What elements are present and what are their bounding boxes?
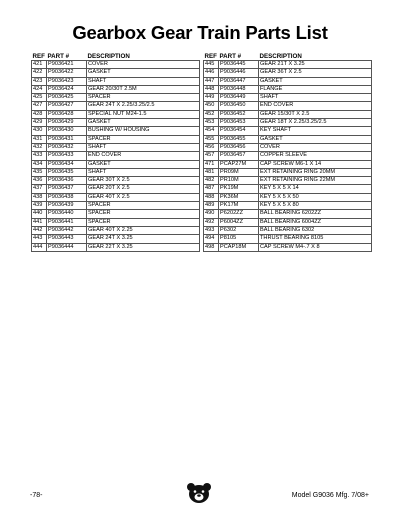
ref-cell: 442 (32, 226, 47, 234)
table-row (204, 193, 372, 201)
description-cell: GEAR 15/30T X 2.5 (259, 110, 372, 118)
table-row (204, 152, 372, 160)
part-number-cell: PCAP27M (219, 160, 259, 168)
table-header-row (204, 52, 372, 61)
table-row (204, 143, 372, 151)
description-cell: SHAFT (87, 143, 200, 151)
table-row (32, 202, 200, 210)
part-number-cell: PK36M (219, 193, 259, 201)
part-number-cell: P6004ZZ (219, 218, 259, 226)
table-row (32, 193, 200, 201)
part-number-cell: PR10M (219, 177, 259, 185)
description-cell: SPECIAL NUT M24-1.5 (87, 110, 200, 118)
part-number-cell: P9036446 (219, 69, 259, 77)
table-row (32, 185, 200, 193)
description-cell: GEAR 21T X 3.25 (259, 61, 372, 69)
description-cell: GEAR 24T X 2.25/3.25/2.5 (87, 102, 200, 110)
part-number-cell: P9036423 (47, 77, 87, 85)
ref-cell: 448 (204, 85, 219, 93)
ref-cell: 482 (204, 177, 219, 185)
part-number-cell: P9036456 (219, 143, 259, 151)
ref-cell: 425 (32, 94, 47, 102)
description-cell: SPACER (87, 94, 200, 102)
table-row (204, 235, 372, 243)
ref-cell: 440 (32, 210, 47, 218)
part-number-cell: P9036429 (47, 119, 87, 127)
table-row (204, 168, 372, 176)
ref-cell: 443 (32, 235, 47, 243)
ref-cell: 427 (32, 102, 47, 110)
part-number-cell: P9036434 (47, 160, 87, 168)
part-number-cell: P9036425 (47, 94, 87, 102)
part-number-cell: P9036448 (219, 85, 259, 93)
part-number-cell: P9036427 (47, 102, 87, 110)
table-row (204, 135, 372, 143)
description-header: DESCRIPTION (259, 52, 302, 60)
ref-cell: 471 (204, 160, 219, 168)
description-cell: END COVER (259, 102, 372, 110)
table-row (204, 177, 372, 185)
description-cell: COPPER SLEEVE (259, 152, 372, 160)
ref-cell: 454 (204, 127, 219, 135)
table-row (32, 235, 200, 243)
ref-cell: 498 (204, 243, 219, 251)
part-number-cell: P9036432 (47, 143, 87, 151)
part-number-cell: P9036457 (219, 152, 259, 160)
ref-cell: 423 (32, 77, 47, 85)
table-row (204, 94, 372, 102)
description-cell: BUSHING W/ HOUSING (87, 127, 200, 135)
model-info: Model G9036 Mfg. 7/08+ (291, 492, 369, 499)
description-cell: KEY 5 X 5 X 80 (259, 202, 372, 210)
part-number-cell: P9036445 (219, 61, 259, 69)
ref-cell: 437 (32, 185, 47, 193)
ref-cell: 431 (32, 135, 47, 143)
description-cell: THRUST BEARING 8105 (259, 235, 372, 243)
description-cell: SHAFT (259, 94, 372, 102)
ref-cell: 428 (32, 110, 47, 118)
table-row (32, 152, 200, 160)
part-number-cell: P9036439 (47, 202, 87, 210)
description-cell: CAP SCREW M4-.7 X 8 (259, 243, 372, 251)
part-number-cell: P9036431 (47, 135, 87, 143)
part-number-cell: PCAP18M (219, 243, 259, 251)
part-number-cell: P9036435 (47, 168, 87, 176)
table-row (32, 160, 200, 168)
part-number-cell: P8105 (219, 235, 259, 243)
description-cell: EXT RETAINING RING 22MM (259, 177, 372, 185)
table-row (32, 127, 200, 135)
description-cell: SHAFT (87, 77, 200, 85)
description-cell: GEAR 20/30T 2.5M (87, 85, 200, 93)
ref-cell: 438 (32, 193, 47, 201)
description-cell: COVER (87, 61, 200, 69)
part-number-cell: P9036452 (219, 110, 259, 118)
ref-cell: 444 (32, 243, 47, 251)
ref-cell: 453 (204, 119, 219, 127)
description-cell: GEAR 40T X 2.25 (87, 226, 200, 234)
ref-cell: 490 (204, 210, 219, 218)
part-number-cell: P9036421 (47, 61, 87, 69)
description-cell: EXT RETAINING RING 20MM (259, 168, 372, 176)
table-row (32, 119, 200, 127)
ref-header: REF (32, 52, 45, 60)
part-number-cell: P9036438 (47, 193, 87, 201)
ref-cell: 429 (32, 119, 47, 127)
description-cell: GEAR 18T X 2.25/3.25/2.5 (259, 119, 372, 127)
table-row (204, 218, 372, 226)
table-row (32, 177, 200, 185)
table-row (204, 210, 372, 218)
ref-cell: 421 (32, 61, 47, 69)
part-number-cell: P9036430 (47, 127, 87, 135)
table-row (204, 185, 372, 193)
table-row (32, 210, 200, 218)
description-cell: KEY SHAFT (259, 127, 372, 135)
page-number: -78- (30, 492, 43, 499)
table-row (204, 226, 372, 234)
description-cell: KEY 5 X 5 X 50 (259, 193, 372, 201)
table-row (204, 61, 372, 69)
table-row (204, 110, 372, 118)
part-header: PART # (47, 52, 70, 60)
description-cell: BALL BEARING 6004ZZ (259, 218, 372, 226)
table-row (204, 243, 372, 251)
description-cell: GEAR 22T X 3.25 (87, 243, 200, 251)
part-number-cell: PK17M (219, 202, 259, 210)
ref-cell: 447 (204, 77, 219, 85)
description-cell: GASKET (87, 160, 200, 168)
description-cell: CAP SCREW M6-1 X 14 (259, 160, 372, 168)
parts-table-left (31, 52, 200, 252)
description-cell: GEAR 30T X 2.5 (87, 177, 200, 185)
ref-cell: 446 (204, 69, 219, 77)
description-cell: GEAR 36T X 2.5 (259, 69, 372, 77)
ref-cell: 457 (204, 152, 219, 160)
part-number-cell: P9036436 (47, 177, 87, 185)
part-number-cell: P6302 (219, 226, 259, 234)
table-row (204, 77, 372, 85)
part-number-cell: P6202ZZ (219, 210, 259, 218)
description-cell: GEAR 24T X 3.25 (87, 235, 200, 243)
table-row (204, 119, 372, 127)
description-cell: GASKET (87, 69, 200, 77)
ref-cell: 494 (204, 235, 219, 243)
description-cell: GEAR 40T X 2.5 (87, 193, 200, 201)
description-cell: COVER (259, 143, 372, 151)
table-row (32, 61, 200, 69)
ref-cell: 492 (204, 218, 219, 226)
description-cell: SPACER (87, 210, 200, 218)
part-number-cell: P9036437 (47, 185, 87, 193)
ref-cell: 487 (204, 185, 219, 193)
part-number-cell: P9036422 (47, 69, 87, 77)
part-header: PART # (219, 52, 242, 60)
ref-cell: 481 (204, 168, 219, 176)
table-row (32, 243, 200, 251)
ref-cell: 430 (32, 127, 47, 135)
ref-cell: 493 (204, 226, 219, 234)
part-number-cell: P9036428 (47, 110, 87, 118)
bear-head-icon (186, 482, 212, 504)
description-cell: SPACER (87, 218, 200, 226)
ref-cell: 456 (204, 143, 219, 151)
table-row (204, 69, 372, 77)
table-row (204, 85, 372, 93)
ref-header: REF (204, 52, 217, 60)
ref-cell: 449 (204, 94, 219, 102)
ref-cell: 452 (204, 110, 219, 118)
description-cell: SPACER (87, 135, 200, 143)
ref-cell: 436 (32, 177, 47, 185)
part-number-cell: P9036440 (47, 210, 87, 218)
description-cell: GASKET (87, 119, 200, 127)
table-row (32, 77, 200, 85)
ref-cell: 433 (32, 152, 47, 160)
table-row (204, 160, 372, 168)
description-cell: FLANGE (259, 85, 372, 93)
part-number-cell: P9036447 (219, 77, 259, 85)
part-number-cell: P9036453 (219, 119, 259, 127)
page-title: Gearbox Gear Train Parts List (72, 22, 328, 43)
ref-cell: 455 (204, 135, 219, 143)
table-row (32, 135, 200, 143)
ref-cell: 432 (32, 143, 47, 151)
table-row (32, 102, 200, 110)
ref-cell: 489 (204, 202, 219, 210)
description-cell: BALL BEARING 6302 (259, 226, 372, 234)
ref-cell: 422 (32, 69, 47, 77)
description-cell: GEAR 20T X 2.5 (87, 185, 200, 193)
table-row (204, 102, 372, 110)
part-number-cell: P9036443 (47, 235, 87, 243)
description-cell: END COVER (87, 152, 200, 160)
part-number-cell: P9036449 (219, 94, 259, 102)
table-row (32, 143, 200, 151)
ref-cell: 450 (204, 102, 219, 110)
description-cell: SPACER (87, 202, 200, 210)
ref-cell: 424 (32, 85, 47, 93)
ref-cell: 435 (32, 168, 47, 176)
ref-cell: 441 (32, 218, 47, 226)
part-number-cell: P9036454 (219, 127, 259, 135)
ref-cell: 488 (204, 193, 219, 201)
table-row (204, 202, 372, 210)
part-number-cell: P9036441 (47, 218, 87, 226)
part-number-cell: P9036442 (47, 226, 87, 234)
part-number-cell: P9036424 (47, 85, 87, 93)
description-cell: KEY 5 X 5 X 14 (259, 185, 372, 193)
table-header-row (32, 52, 200, 61)
description-cell: GASKET (259, 77, 372, 85)
part-number-cell: P9036455 (219, 135, 259, 143)
ref-cell: 434 (32, 160, 47, 168)
table-row (204, 127, 372, 135)
part-number-cell: P9036444 (47, 243, 87, 251)
table-row (32, 218, 200, 226)
table-row (32, 168, 200, 176)
table-row (32, 85, 200, 93)
description-cell: GASKET (259, 135, 372, 143)
ref-cell: 445 (204, 61, 219, 69)
parts-table-right (203, 52, 372, 252)
ref-cell: 439 (32, 202, 47, 210)
description-cell: BALL BEARING 6202ZZ (259, 210, 372, 218)
table-row (32, 94, 200, 102)
table-row (32, 110, 200, 118)
part-number-cell: P9036433 (47, 152, 87, 160)
part-number-cell: P9036450 (219, 102, 259, 110)
description-cell: SHAFT (87, 168, 200, 176)
part-number-cell: PR09M (219, 168, 259, 176)
part-number-cell: PK19M (219, 185, 259, 193)
table-row (32, 69, 200, 77)
table-row (32, 226, 200, 234)
description-header: DESCRIPTION (87, 52, 130, 60)
